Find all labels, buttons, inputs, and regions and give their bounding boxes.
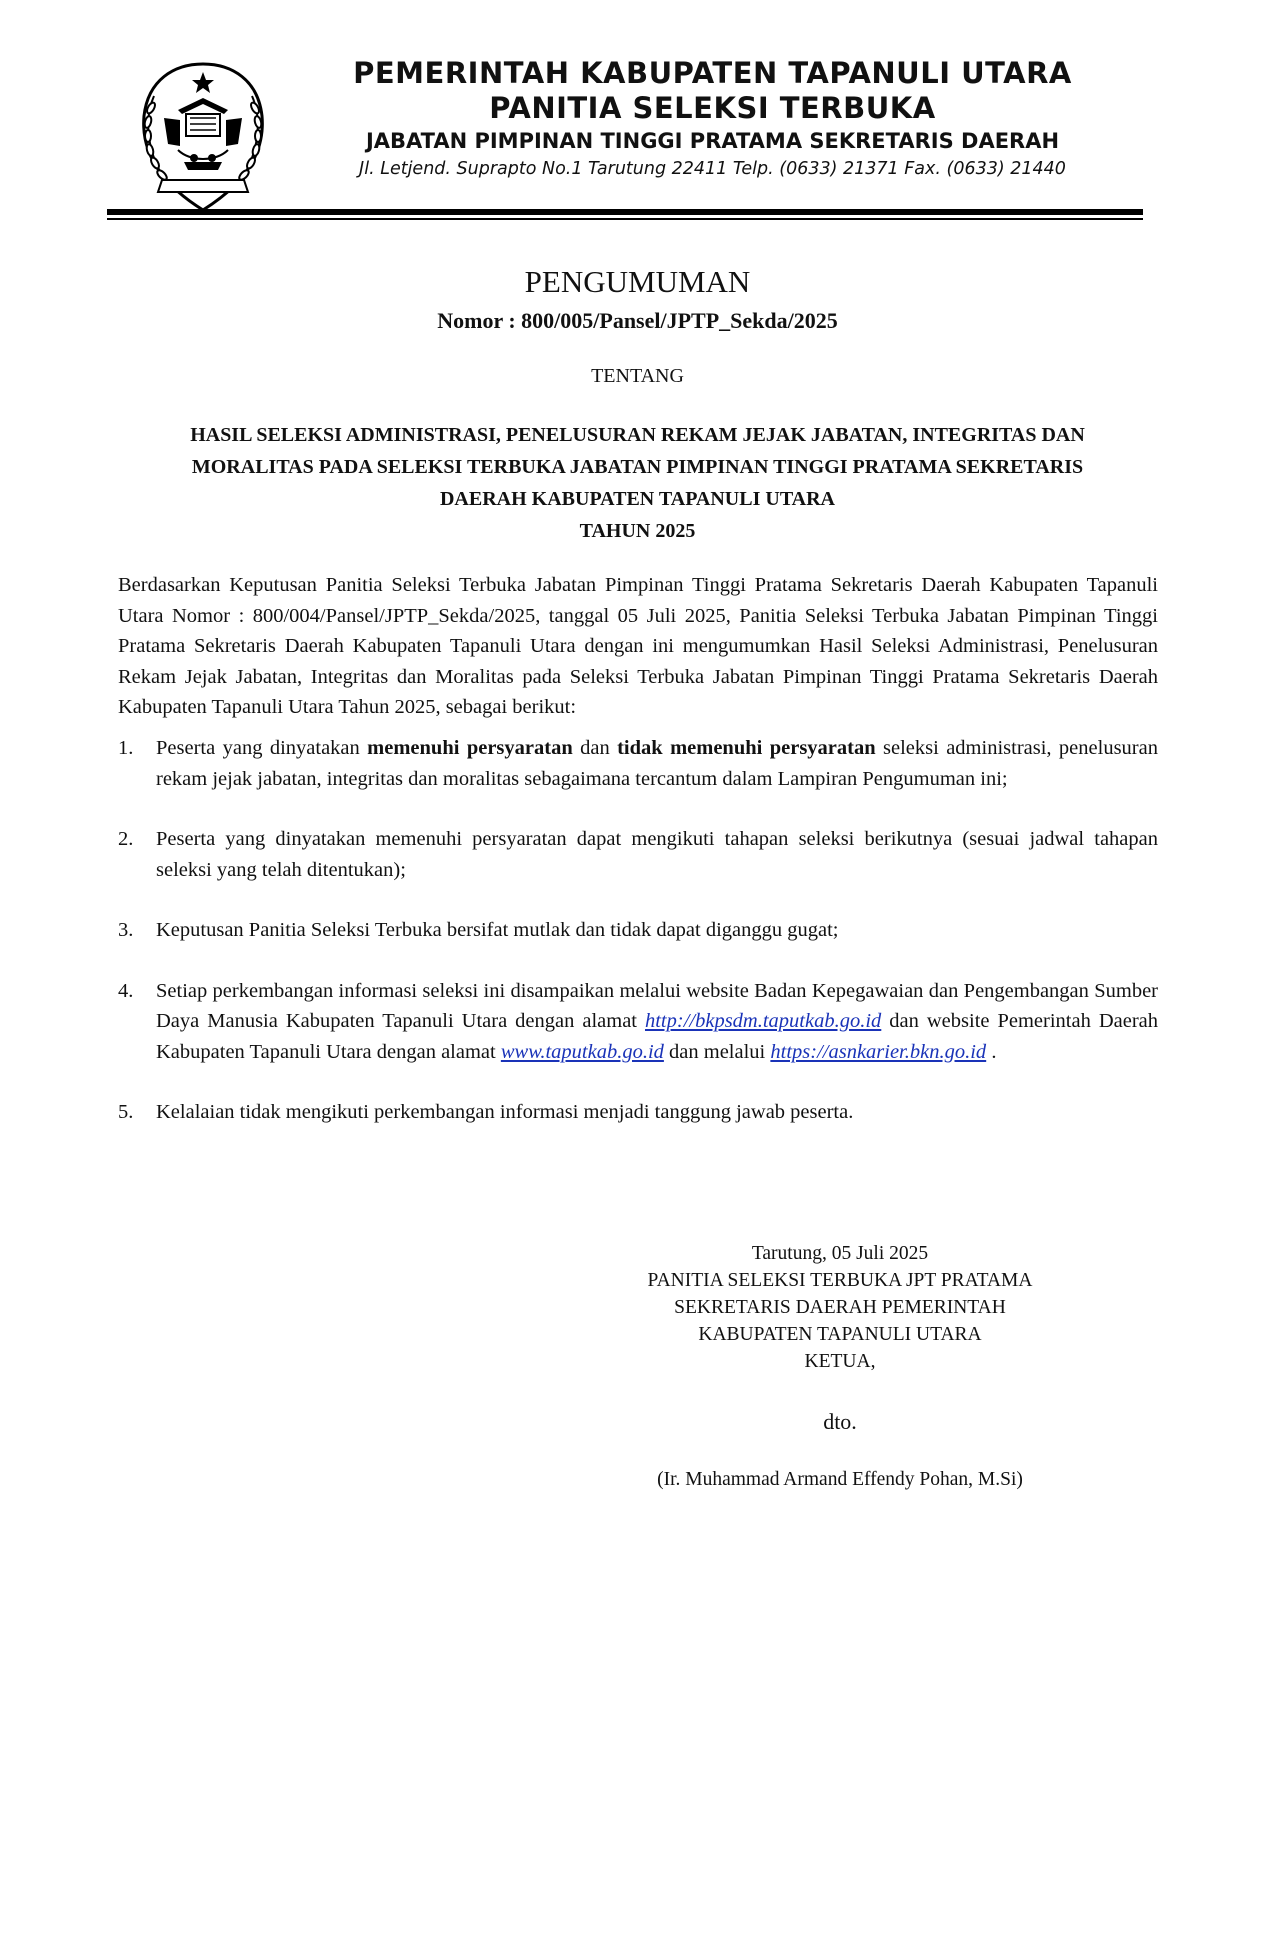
letterhead-committee-name: PANITIA SELEKSI TERBUKA	[489, 91, 936, 125]
document-subject	[110, 419, 1165, 547]
intro-paragraph: Berdasarkan Keputusan Panitia Seleksi Terbuka Jabatan Pimpinan Tinggi Pratama Sekretaris Daerah Kabupaten Tapanuli Utara Nomor : 800/004/Pansel/JPTP_Sekda/2025, tanggal 05 Juli 2025, Panitia Seleksi Terbuka Jabatan Pimpinan Tinggi Pratama Sekretaris Daerah Kabupaten Tapanuli Utara dengan ini mengumumkan Hasil Seleksi Administrasi, Penelusuran Rekam Jejak Jabatan, Integritas dan Moralitas pada Seleksi Terbuka Jabatan Pimpinan Tinggi Pratama Sekretaris Daerah Kabupaten Tapanuli Utara Tahun 2025, sebagai berikut:	[118, 574, 1158, 718]
item-text: dan website Pemerintah Daerah Kabupaten Tapanuli Utara dengan alamat	[156, 1010, 1159, 1063]
list-item	[118, 915, 1158, 946]
letterhead-divider	[107, 209, 1143, 215]
signature-organization: SEKRETARIS DAERAH PEMERINTAH	[674, 1297, 1006, 1318]
subject-line: MORALITAS PADA SELEKSI TERBUKA JABATAN PIMPINAN TINGGI PRATAMA SEKRETARIS	[191, 456, 1084, 478]
subject-line: HASIL SELEKSI ADMINISTRASI, PENELUSURAN REKAM JEJAK JABATAN, INTEGRITAS DAN	[190, 424, 1085, 446]
list-number: 5.	[118, 1101, 134, 1123]
list-item	[118, 824, 1158, 885]
regency-crest-icon	[134, 58, 272, 216]
list-item	[118, 976, 1158, 1068]
signature-role: KETUA,	[804, 1351, 876, 1372]
item-text: Kelalaian tidak mengikuti perkembangan informasi menjadi tanggung jawab peserta.	[156, 1101, 854, 1123]
list-number: 2.	[118, 828, 134, 850]
asnkarier-website-link[interactable]: https://asnkarier.bkn.go.id	[770, 1040, 987, 1063]
item-text: seleksi administrasi, penelusuran rekam jejak jabatan, integritas dan moralitas sebagaimana tercantum dalam Lampiran Pengumuman ini;	[156, 737, 1158, 790]
letterhead-government-name: PEMERINTAH KABUPATEN TAPANULI UTARA	[353, 56, 1072, 90]
item-bold-text: tidak memenuhi persyaratan	[617, 737, 876, 759]
taputkab-website-link[interactable]: www.taputkab.go.id	[500, 1040, 664, 1063]
list-item	[118, 1097, 1158, 1128]
list-number: 3.	[118, 919, 134, 941]
signature-organization: PANITIA SELEKSI TERBUKA JPT PRATAMA	[647, 1270, 1033, 1291]
document-title: PENGUMUMAN	[524, 264, 751, 299]
list-number: 4.	[118, 979, 134, 1002]
document-about: TENTANG	[591, 365, 684, 387]
item-text: Keputusan Panitia Seleksi Terbuka bersifat mutlak dan tidak dapat diganggu gugat;	[156, 919, 839, 941]
document-number: Nomor : 800/005/Pansel/JPTP_Sekda/2025	[437, 308, 838, 333]
item-text: dan melalui	[663, 1040, 771, 1063]
letterhead-address: Jl. Letjend. Suprapto No.1 Tarutung 22411 Telp. (0633) 21371 Fax. (0633) 21440	[359, 159, 1066, 179]
list-number: 1.	[118, 737, 134, 759]
list-item	[118, 733, 1158, 794]
signatory-name: (Ir. Muhammad Armand Effendy Pohan, M.Si)	[657, 1469, 1023, 1490]
item-text: Peserta yang dinyatakan	[156, 737, 368, 759]
signature-dto: dto.	[823, 1409, 857, 1434]
subject-line: DAERAH KABUPATEN TAPANULI UTARA	[439, 488, 836, 510]
item-text: Peserta yang dinyatakan memenuhi persyaratan dapat mengikuti tahapan seleksi berikutnya (sesuai jadwal tahapan seleksi yang telah ditentukan);	[156, 828, 1158, 881]
item-text: Setiap perkembangan informasi seleksi ini disampaikan melalui website Badan Kepegawaian dan Pengembangan Sumber Daya Manusia Kabupaten Tapanuli Utara dengan alamat	[156, 979, 1158, 1032]
item-text: dan	[572, 737, 618, 759]
item-bold-text: memenuhi persyaratan	[367, 737, 573, 759]
letterhead-position-name: JABATAN PIMPINAN TINGGI PRATAMA SEKRETARIS DAERAH	[365, 129, 1060, 153]
subject-year: TAHUN 2025	[579, 520, 696, 542]
signature-place-date: Tarutung, 05 Juli 2025	[751, 1243, 929, 1264]
item-text: .	[986, 1040, 997, 1063]
letterhead-divider-thin	[107, 218, 1143, 220]
signature-organization: KABUPATEN TAPANULI UTARA	[698, 1324, 982, 1345]
announcement-list	[118, 733, 1158, 1158]
signature-block	[640, 1240, 1040, 1375]
bkpsdm-website-link[interactable]: http://bkpsdm.taputkab.go.id	[644, 1010, 882, 1032]
letterhead	[290, 56, 1135, 182]
